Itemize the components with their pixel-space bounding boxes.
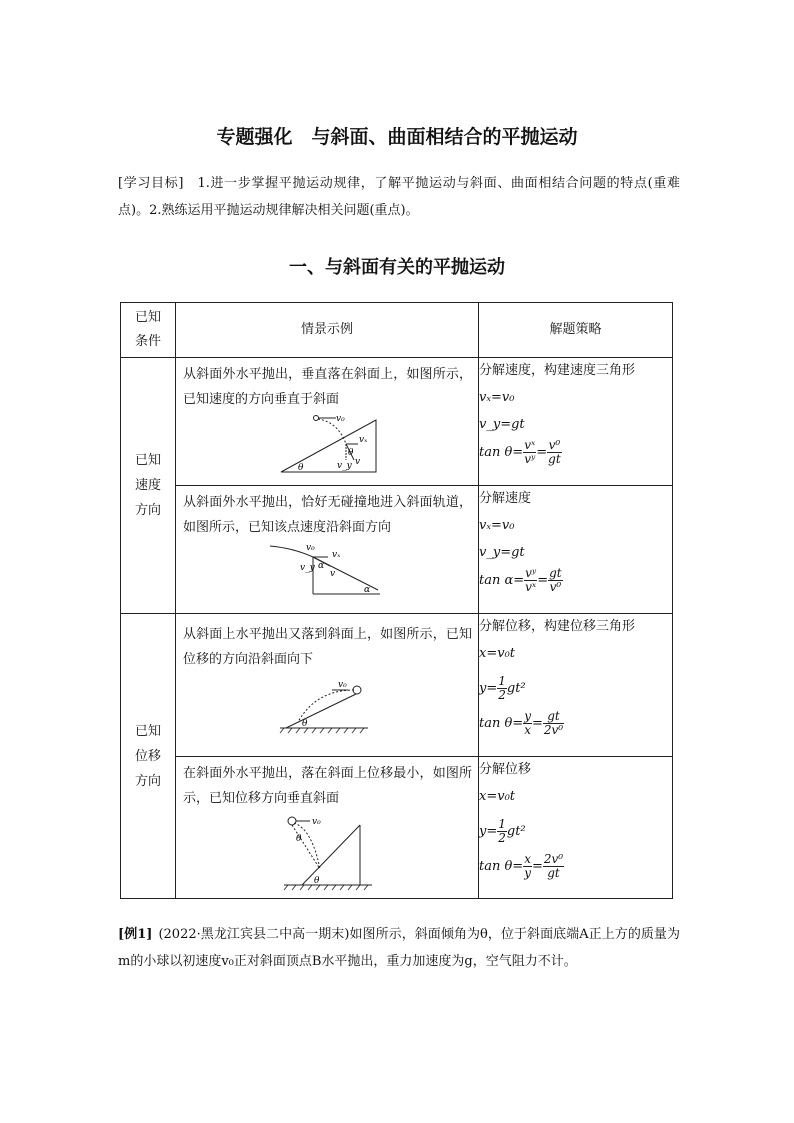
label-vy: v_y <box>337 461 352 471</box>
fraction-den: vˣ <box>525 580 537 594</box>
figure-slope-to-slope <box>276 678 376 738</box>
label-v: v <box>355 457 361 467</box>
scene-text: 在斜面外水平抛出，落在斜面上位移最小，如图所示，已知位移方向垂直斜面 <box>183 766 472 806</box>
condition-line: 已知 <box>134 723 161 739</box>
label-theta-base: θ <box>298 463 304 473</box>
scene-text: 从斜面上水平抛出又落到斜面上，如图所示，已知位移的方向沿斜面向下 <box>183 627 472 667</box>
section-title: 一、与斜面有关的平抛运动 <box>289 257 505 278</box>
learning-objectives <box>118 170 680 224</box>
condition-line: 方向 <box>134 503 161 518</box>
label-v0: v₀ <box>312 817 321 827</box>
fraction-den: gt <box>548 452 561 466</box>
formula-rhs: gt² <box>506 824 526 839</box>
label-v0: v₀ <box>338 680 347 690</box>
fraction-num: 1 <box>498 674 506 688</box>
scene-cell <box>176 486 479 614</box>
fraction-num: 2v⁰ <box>543 852 564 866</box>
label-v0: v₀ <box>306 543 315 553</box>
formula-lhs: tan α= <box>479 573 525 588</box>
fraction-den: x <box>524 723 531 737</box>
condition-displacement-direction <box>121 614 176 899</box>
label-theta: θ <box>348 448 354 458</box>
label-theta: θ <box>296 834 302 844</box>
table-row <box>121 358 673 486</box>
formula-rhs: gt² <box>506 681 526 696</box>
table-row <box>121 757 673 899</box>
label-vx: vₓ <box>359 435 368 445</box>
label-vx: vₓ <box>332 550 341 560</box>
fraction <box>523 439 536 466</box>
scene-cell <box>176 614 479 757</box>
condition-line: 方向 <box>134 773 161 789</box>
label-vy: v_y <box>300 563 315 573</box>
formula-half <box>479 811 672 853</box>
fraction-den: gt <box>547 866 560 880</box>
strategy-cell <box>479 614 673 757</box>
objectives-text: 1.进一步掌握平抛运动规律，了解平抛运动与斜面、曲面相结合问题的特点(重难点)。2.熟练运用平抛运动规律解决相关问题(重点)。 <box>118 176 680 218</box>
formula-line: x=v₀t <box>479 789 516 804</box>
scene-text: 从斜面外水平抛出，恰好无碰撞地进入斜面轨道，如图所示，已知该点速度沿斜面方向 <box>183 495 472 535</box>
example-text: 如图所示，斜面倾角为θ，位于斜面底端A正上方的质量为m的小球以初速度v₀正对斜面顶点B水平抛出，重力加速度为g，空气阻力不计。 <box>118 927 680 969</box>
header-scene-example: 情景示例 <box>176 303 479 358</box>
label-theta-base: θ <box>314 876 320 886</box>
condition-line: 已知 <box>134 453 161 468</box>
fraction <box>547 439 562 466</box>
strategy-head: 分解位移，构建位移三角形 <box>479 619 636 634</box>
formula-eq: = <box>537 573 549 588</box>
formula-lhs: tan θ= <box>479 716 524 731</box>
figure-tangent-entry <box>268 542 388 600</box>
label-theta: θ <box>302 719 308 729</box>
example-tag: [例1] <box>118 927 153 942</box>
fraction-den: y <box>524 866 531 880</box>
formula-tan <box>479 710 672 737</box>
formula-tan <box>479 439 672 466</box>
condition-velocity-direction <box>121 358 176 614</box>
formula-eq: = <box>531 859 543 874</box>
header-known-condition: 已知条件 <box>121 303 176 358</box>
table-row <box>121 614 673 757</box>
fraction-num: gt <box>549 566 562 580</box>
formula-line: v_y=gt <box>479 545 525 560</box>
fraction <box>524 567 537 594</box>
strategy-head: 分解速度，构建速度三角形 <box>479 363 636 378</box>
formula-tan <box>479 853 672 880</box>
condition-line: 位移 <box>134 748 161 764</box>
fraction-num: v⁰ <box>548 438 561 452</box>
label-alpha: α <box>318 561 325 571</box>
table-row <box>121 486 673 614</box>
fraction-den: 2v⁰ <box>543 723 564 737</box>
formula-line: v_y=gt <box>479 417 525 432</box>
table-header-row <box>121 303 673 358</box>
strategy-head: 分解位移 <box>479 762 532 777</box>
fraction-num: vˣ <box>524 438 536 452</box>
fraction-num: 1 <box>498 817 506 831</box>
page-title: 专题强化 与斜面、曲面相结合的平抛运动 <box>216 126 578 148</box>
strategy-cell <box>479 757 673 899</box>
fraction-num: y <box>524 709 531 723</box>
strategy-head: 分解速度 <box>479 491 532 506</box>
formula-lhs: y= <box>479 824 498 839</box>
example-source: (2022·黑龙江宾县二中高一期末) <box>158 927 350 942</box>
scene-cell <box>176 358 479 486</box>
formula-line: vₓ=v₀ <box>479 518 515 533</box>
fraction <box>497 675 507 702</box>
formula-eq: = <box>531 716 543 731</box>
scene-text: 从斜面外水平抛出，垂直落在斜面上，如图所示，已知速度的方向垂直于斜面 <box>183 367 472 407</box>
strategy-cell <box>479 486 673 614</box>
formula-lhs: tan θ= <box>479 445 524 460</box>
header-strategy: 解题策略 <box>479 303 673 358</box>
fraction <box>497 818 507 845</box>
fraction-num: x <box>524 852 531 866</box>
figure-perpendicular-impact <box>276 412 386 477</box>
formula-tan <box>479 567 672 594</box>
method-table <box>120 302 673 899</box>
fraction-den: vʸ <box>524 452 536 466</box>
fraction-den: 2 <box>498 688 506 702</box>
fraction <box>523 710 532 737</box>
formula-eq: = <box>536 445 548 460</box>
example-1 <box>118 921 680 975</box>
fraction-den: v⁰ <box>549 580 562 594</box>
label-v0: v₀ <box>336 414 345 424</box>
scene-cell <box>176 757 479 899</box>
fraction-num: gt <box>543 710 564 724</box>
formula-line: x=v₀t <box>479 646 516 661</box>
fraction-num: vʸ <box>525 566 537 580</box>
objectives-tag: [学习目标] <box>118 176 184 191</box>
figure-min-displacement <box>280 815 380 893</box>
fraction <box>543 853 564 880</box>
formula-lhs: y= <box>479 681 498 696</box>
condition-line: 速度 <box>134 478 161 493</box>
formula-half <box>479 668 672 710</box>
label-v: v <box>330 569 336 579</box>
fraction <box>543 710 564 737</box>
label-alpha-base: α <box>364 585 371 595</box>
fraction <box>523 853 532 880</box>
formula-lhs: tan θ= <box>479 859 524 874</box>
formula-line: vₓ=v₀ <box>479 390 515 405</box>
fraction <box>548 567 563 594</box>
fraction-den: 2 <box>498 831 506 845</box>
strategy-cell <box>479 358 673 486</box>
